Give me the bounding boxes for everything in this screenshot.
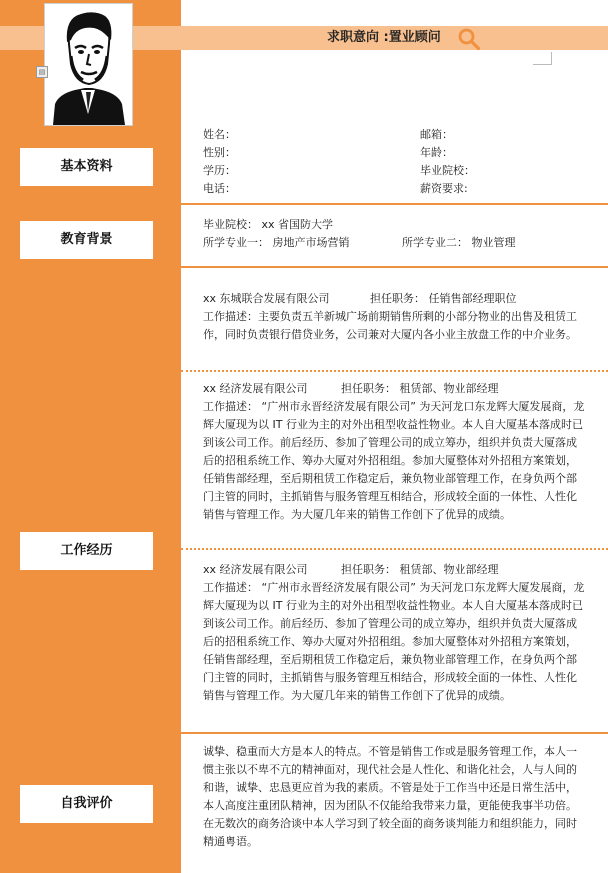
search-icon[interactable] bbox=[457, 27, 481, 51]
field-gender: 性别： bbox=[203, 146, 236, 159]
label-self-evaluation: 自我评价 bbox=[20, 785, 153, 823]
self-evaluation-text: 诚挚、稳重而大方是本人的特点。不管是销售工作或是服务管理工作，本人一惯主张以不卑不亢的精神面对，现代社会是人性化、和谐化社会，人与人间的和谐，诚挚、忠恳更应首为我的素质。不管是处于工作当中还是日常生活中，本人高度注重团队精神，因为团队不仅能给我带来力量，更能使我事半功倍。在无数次的商务洽谈中本人学习到了较全面的商务谈判能力和组织能力，同时精通粤语。 bbox=[203, 745, 577, 848]
divider bbox=[181, 203, 608, 205]
field-degree: 学历： bbox=[203, 164, 236, 177]
work-2-description: 工作描述： “广州市永晋经济发展有限公司” 为天河龙口东龙辉大厦发展商，龙辉大厦现为以 IT 行业为主的对外出租型收益性物业。本人自大厦基本落成时已到该公司工作。前后经历、参加了管理公司的成立筹办，组织并负责大厦落成后的招租系统工作、筹办大厦对外招租组。参加大厦整体对外招租方案策划，任销售部经理，至后期租赁工作稳定后，兼负物业部管理工作，在身负两个部门主管的同时，主抓销售与服务管理互相结合，形成较全面的一体性、人性化销售与管理工作。为大厦几年来的销售工作创下了优异的成绩。 bbox=[203, 400, 585, 521]
work-3-role: 担任职务： 租赁部、物业部经理 bbox=[341, 563, 499, 576]
field-salary: 薪资要求: bbox=[420, 182, 468, 195]
work-3-company: xx 经济发展有限公司 bbox=[203, 563, 308, 576]
sidebar bbox=[0, 0, 181, 873]
divider bbox=[181, 266, 608, 268]
work-1-description: 工作描述：主要负责五羊新城广场前期销售所剩的小部分物业的出售及租赁工作，同时负责银行借贷业务，公司兼对大厦内各小业主放盘工作的中介业务。 bbox=[203, 310, 577, 341]
field-age: 年龄： bbox=[420, 146, 453, 159]
dotted-divider bbox=[181, 548, 608, 550]
label-basic-info: 基本资料 bbox=[20, 148, 153, 186]
label-education: 教育背景 bbox=[20, 221, 153, 259]
work-3-description: 工作描述： “广州市永晋经济发展有限公司” 为天河龙口东龙辉大厦发展商，龙辉大厦现为以 IT 行业为主的对外出租型收益性物业。本人自大厦基本落成时已到该公司工作。前后经历、参加了管理公司的成立筹办，组织并负责大厦落成后的招租系统工作、筹办大厦对外招租组。参加大厦整体对外招租方案策划，任销售部经理，至后期租赁工作稳定后，兼负物业部管理工作，在身负两个部门主管的同时，主抓销售与服务管理互相结合，形成较全面的一体性、人性化销售与管理工作。为大厦几年来的销售工作创下了优异的成绩。 bbox=[203, 581, 585, 702]
image-placeholder-icon: ▤ bbox=[36, 66, 48, 78]
dotted-divider bbox=[181, 370, 608, 372]
education-major-1: 所学专业一： 房地产市场营销 bbox=[203, 236, 350, 249]
field-phone: 电话： bbox=[203, 182, 236, 195]
field-name: 姓名： bbox=[203, 128, 236, 141]
work-2-company: xx 经济发展有限公司 bbox=[203, 382, 308, 395]
work-1-company: xx 东城联合发展有限公司 bbox=[203, 292, 330, 305]
label-work-experience: 工作经历 bbox=[20, 532, 153, 570]
work-2-role: 担任职务： 租赁部、物业部经理 bbox=[341, 382, 499, 395]
job-intention-title: 求职意向 :置业顾问 bbox=[327, 30, 441, 45]
education-major-2: 所学专业二： 物业管理 bbox=[402, 236, 516, 249]
portrait-photo bbox=[44, 3, 133, 126]
education-school: 毕业院校： xx 省国防大学 bbox=[203, 218, 334, 231]
field-email: 邮箱： bbox=[420, 128, 453, 141]
field-school: 毕业院校： bbox=[420, 164, 475, 177]
divider bbox=[181, 732, 608, 734]
work-1-role: 担任职务： 任销售部经理职位 bbox=[370, 292, 517, 305]
corner-mark bbox=[533, 52, 552, 65]
